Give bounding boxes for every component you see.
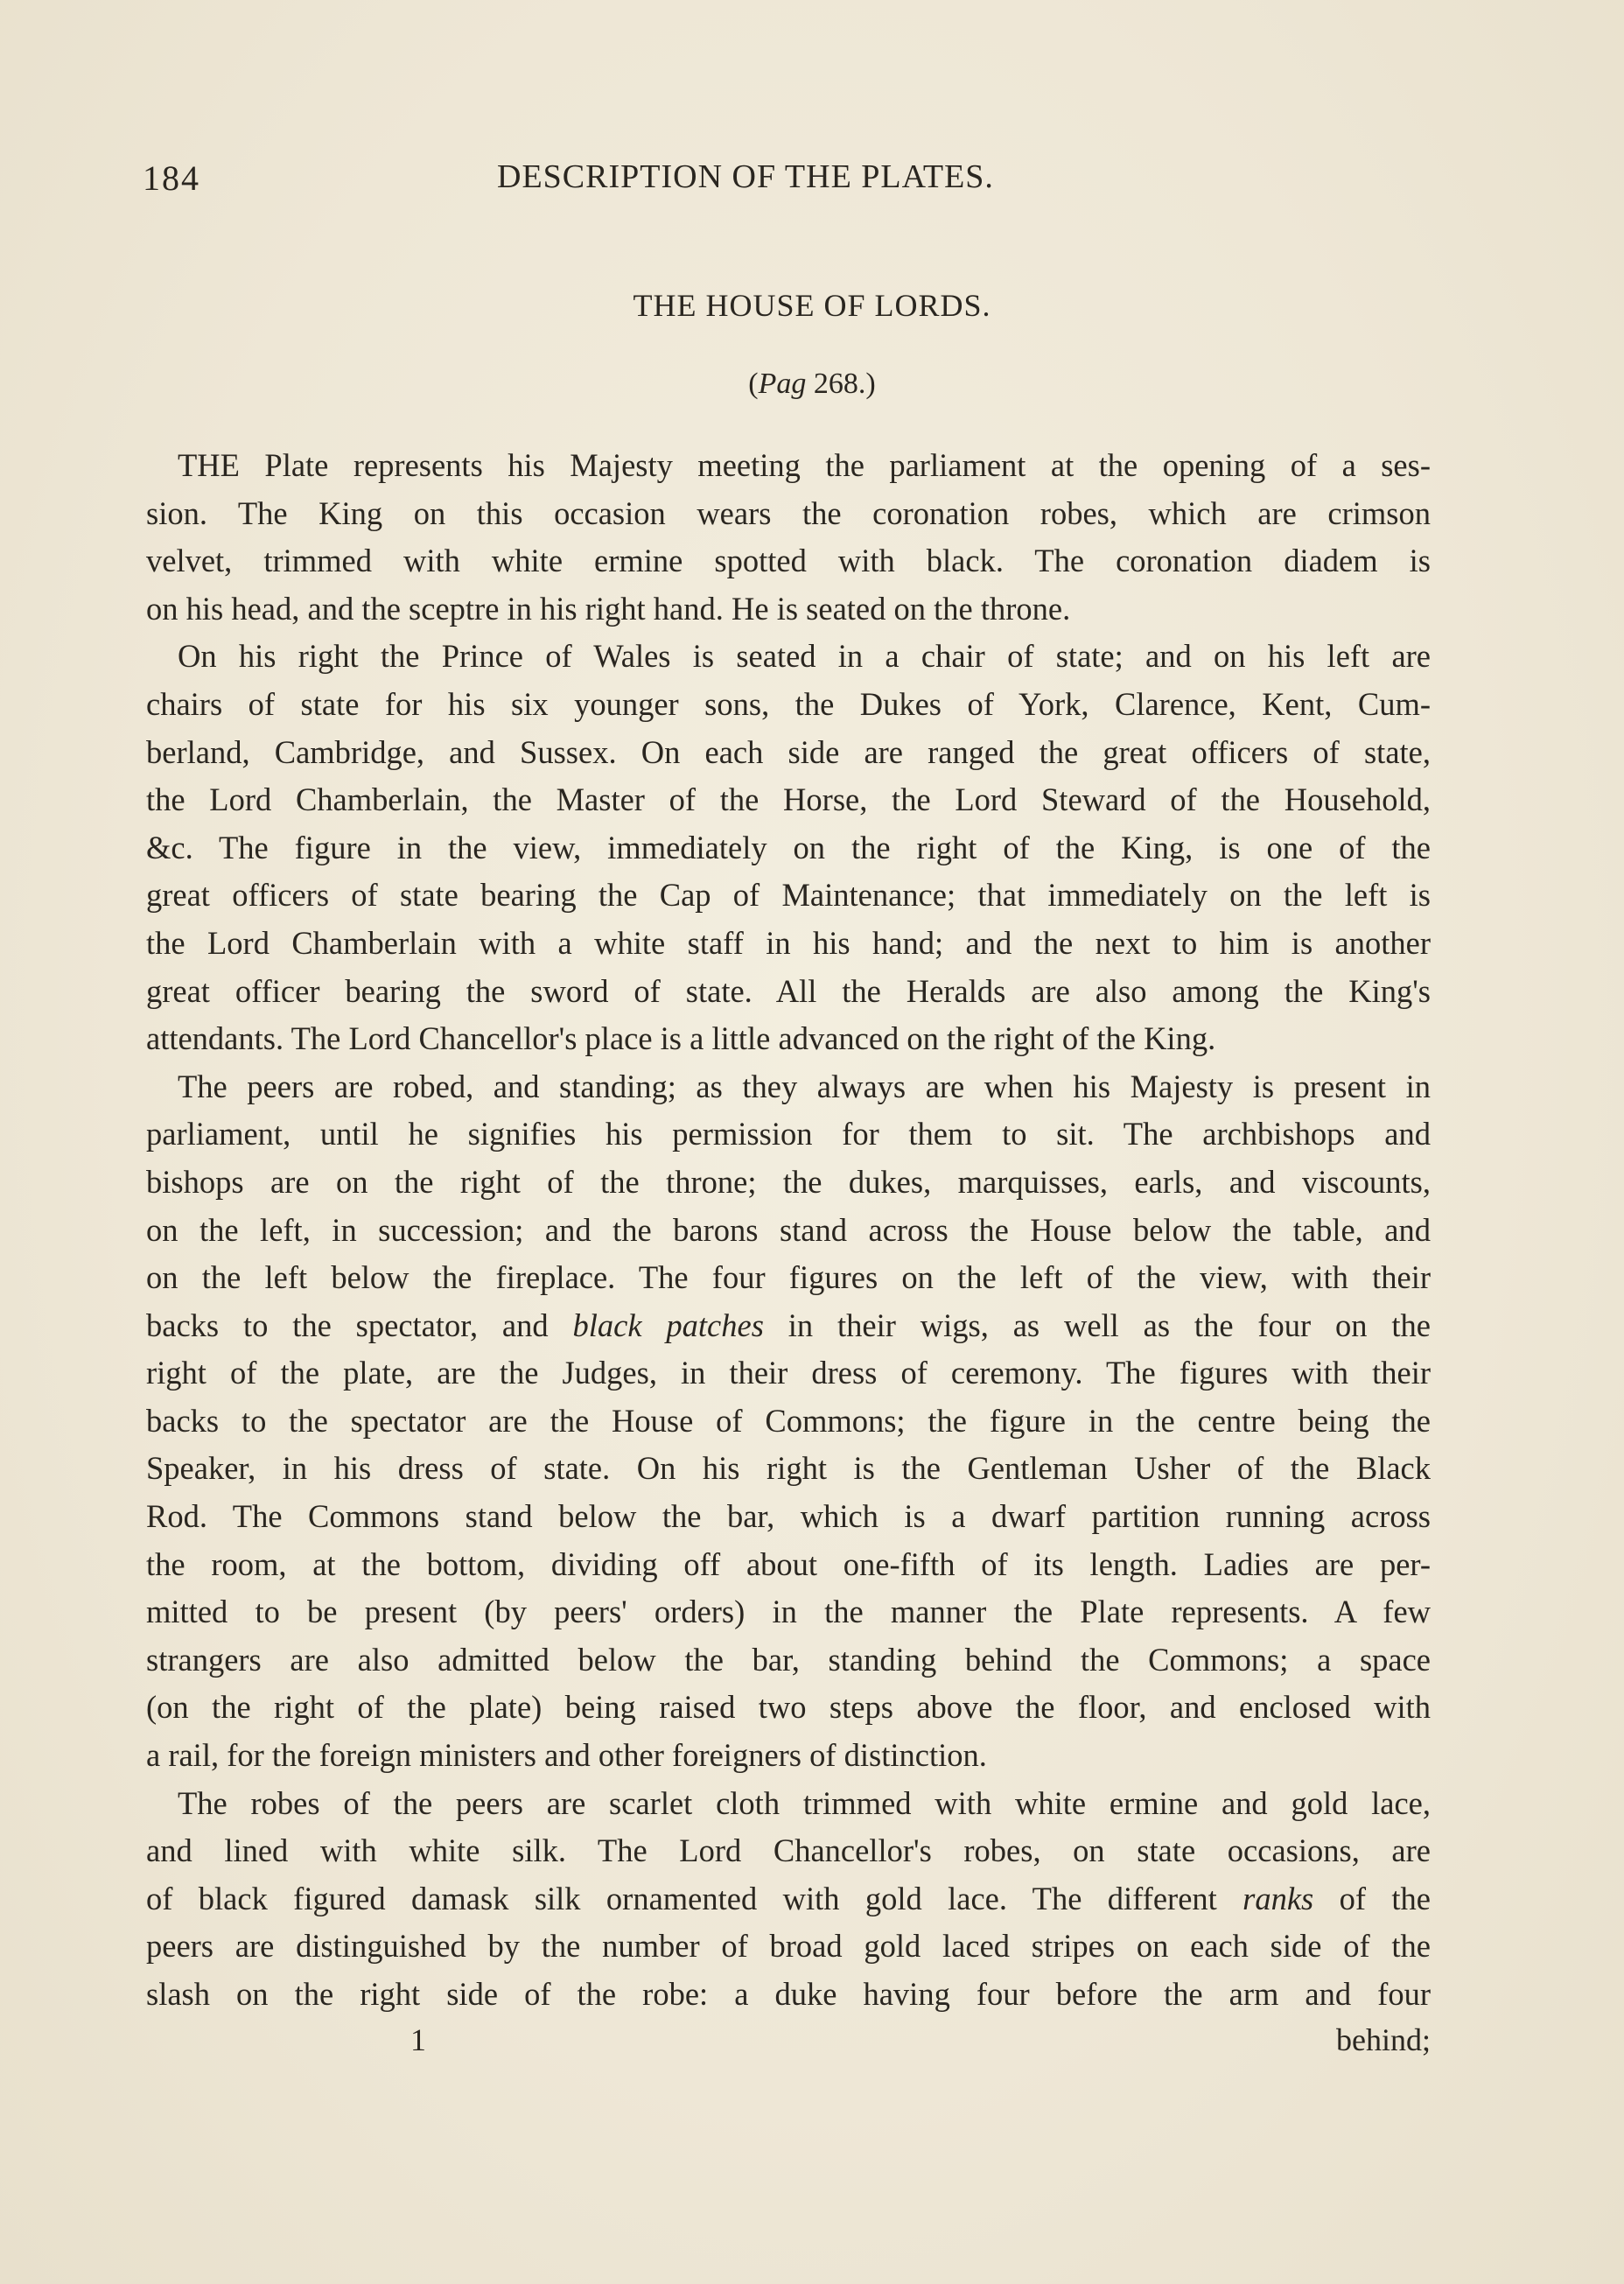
text-line: mitted to be present (by peers' orders) in the manner the Plate represents. A few: [146, 1594, 1431, 1630]
text-line: The robes of the peers are scarlet cloth trimmed with white ermine and gold lace,: [178, 1784, 1431, 1821]
text-line: on the left below the fireplace. The four figures on the left of the view, with their: [146, 1259, 1431, 1296]
text-line: The peers are robed, and standing; as they always are when his Majesty is present in: [178, 1068, 1431, 1104]
signature-mark: 1: [410, 2022, 426, 2057]
text-line: peers are distinguished by the number of broad gold laced stripes on each side of the: [146, 1928, 1431, 1965]
text-line: bishops are on the right of the throne; the dukes, marquisses, earls, and viscounts,: [146, 1163, 1431, 1200]
text-line: the Lord Chamberlain with a white staff in his hand; and the next to him is another: [146, 924, 1431, 961]
text-line: On his right the Prince of Wales is seated in a chair of state; and on his left are: [178, 638, 1431, 675]
text-line: on the left, in succession; and the barons stand across the House below the table, and: [146, 1211, 1431, 1248]
italic-phrase: ranks: [1242, 1880, 1314, 1916]
running-title: DESCRIPTION OF THE PLATES.: [497, 158, 994, 195]
text-segment: backs to the spectator, and: [146, 1307, 549, 1343]
text-line: berland, Cambridge, and Sussex. On each side are ranged the great officers of state,: [146, 733, 1431, 770]
text-segment: in their wigs, as well as the four on the: [788, 1307, 1431, 1343]
text-line: backs to the spectator are the House of Commons; the figure in the centre being the: [146, 1402, 1431, 1439]
page-ref-label: Pag: [758, 368, 807, 400]
text-line: chairs of state for his six younger sons, the Dukes of York, Clarence, Kent, Cum-: [146, 685, 1431, 722]
text-line: velvet, trimmed with white ermine spotted with black. The coronation diadem is: [146, 543, 1431, 579]
text-segment: of black figured damask silk ornamented with gold lace. The different: [146, 1880, 1217, 1916]
text-line: slash on the right side of the robe: a duke having four before the arm and four: [146, 1976, 1431, 2012]
page-footer: [146, 2021, 1431, 2069]
text-line: &c. The figure in the view, immediately on the right of the King, is one of the: [146, 829, 1431, 865]
text-line: [146, 1875, 1431, 1923]
body-text: [146, 442, 1431, 2019]
running-head: [143, 158, 1455, 210]
text-line: [146, 1302, 1431, 1350]
catchword: behind;: [1336, 2022, 1431, 2057]
text-line: a rail, for the foreign ministers and other foreigners of distinction.: [146, 1737, 987, 1774]
text-line: Rod. The Commons stand below the bar, which is a dwarf partition running across: [146, 1498, 1431, 1535]
text-line: strangers are also admitted below the bar, standing behind the Commons; a space: [146, 1641, 1431, 1678]
text-line: attendants. The Lord Chancellor's place is a little advanced on the right of the King.: [146, 1020, 1216, 1057]
page-reference: [0, 368, 1624, 401]
text-line: the room, at the bottom, dividing off about one-fifth of its length. Ladies are per-: [146, 1545, 1431, 1582]
text-line: parliament, until he signifies his permission for them to sit. The archbishops and: [146, 1116, 1431, 1153]
text-line: on his head, and the sceptre in his right hand. He is seated on the throne.: [146, 590, 1071, 627]
page-ref-number: 268.): [806, 368, 876, 400]
text-line: great officer bearing the sword of state. All the Heralds are also among the King's: [146, 972, 1431, 1009]
text-line: THE Plate represents his Majesty meeting the parliament at the opening of a ses-: [178, 447, 1431, 483]
text-line: and lined with white silk. The Lord Chancellor's robes, on state occasions, are: [146, 1832, 1431, 1869]
text-line: right of the plate, are the Judges, in their dress of ceremony. The figures with their: [146, 1355, 1431, 1391]
text-line: great officers of state bearing the Cap of Maintenance; that immediately on the left is: [146, 877, 1431, 914]
text-line: (on the right of the plate) being raised two steps above the floor, and enclosed with: [146, 1689, 1431, 1726]
page-ref-open: (: [748, 368, 759, 400]
text-line: the Lord Chamberlain, the Master of the Horse, the Lord Steward of the Household,: [146, 781, 1431, 818]
italic-phrase: black patches: [572, 1307, 764, 1343]
section-title: THE HOUSE OF LORDS.: [633, 288, 991, 323]
page-number: 184: [143, 158, 200, 198]
text-line: sion. The King on this occasion wears the coronation robes, which are crimson: [146, 494, 1431, 531]
text-segment: of the: [1339, 1880, 1432, 1916]
text-line: Speaker, in his dress of state. On his right is the Gentleman Usher of the Black: [146, 1450, 1431, 1487]
